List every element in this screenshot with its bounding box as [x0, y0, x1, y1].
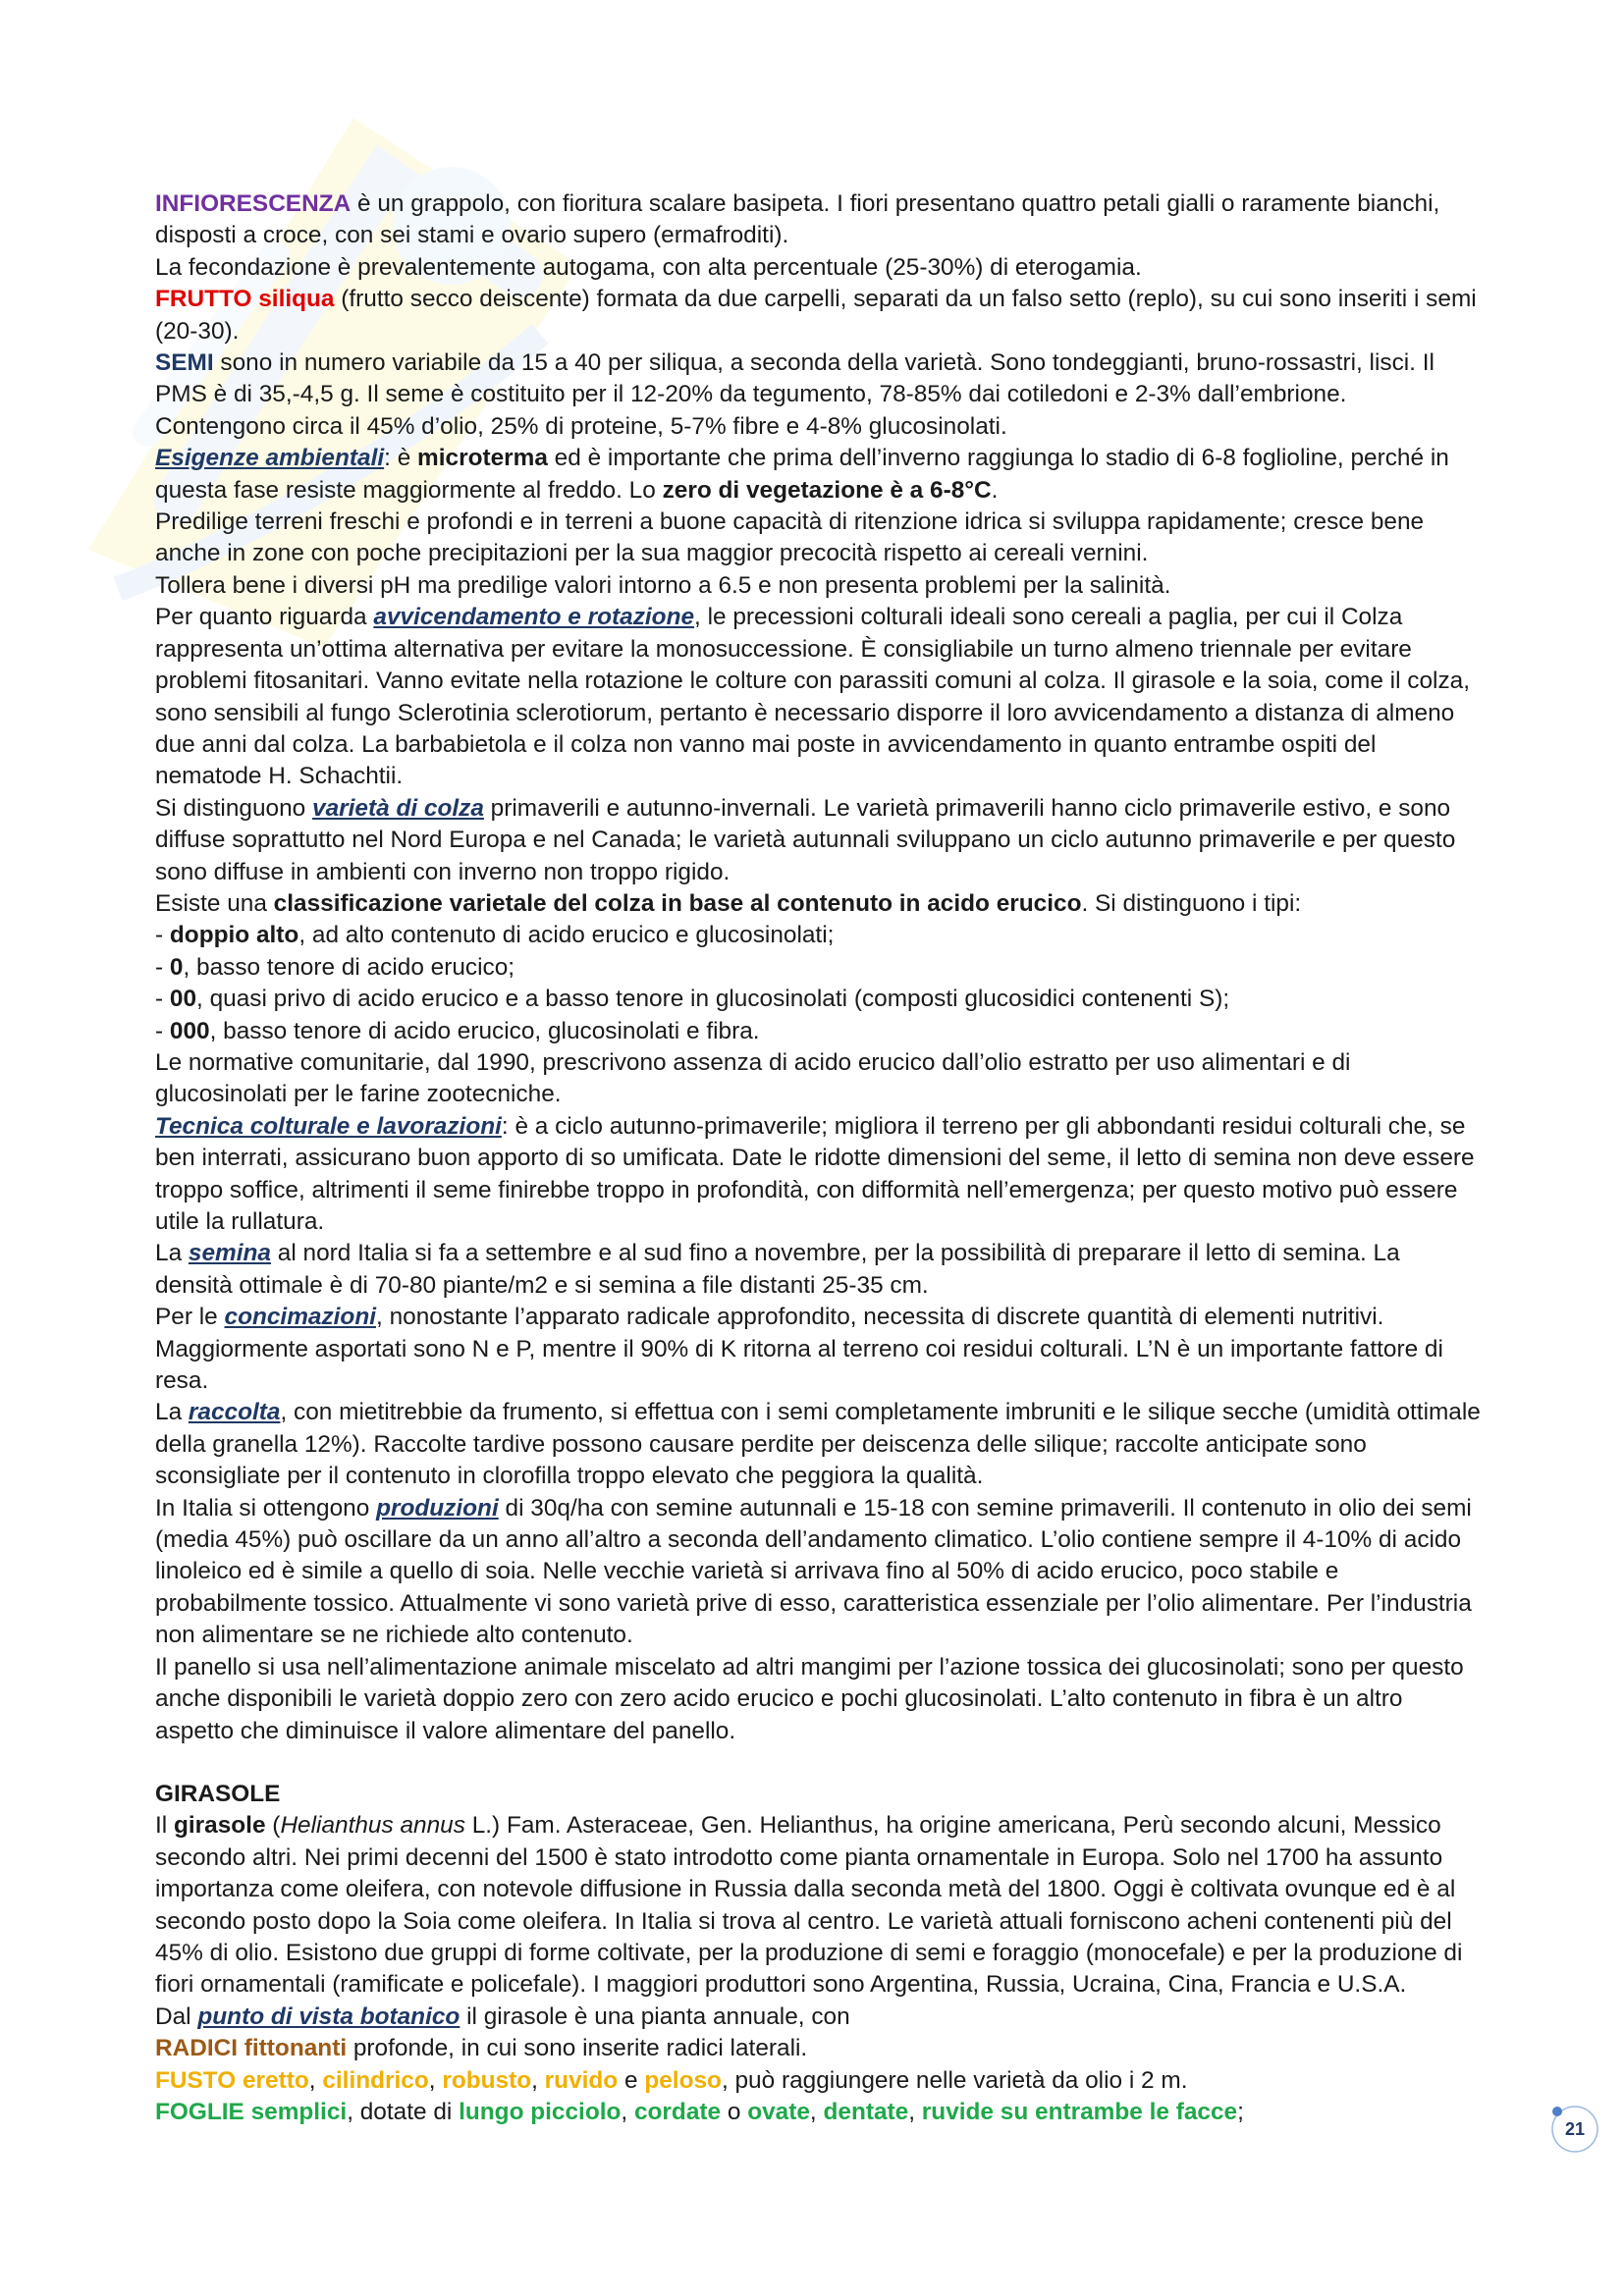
document-body: [155, 188, 1481, 2128]
paragraph-girasole: Il girasole (Helianthus annus L.) Fam. Asteraceae, Gen. Helianthus, ha origine americana, Perù secondo alcuni, Messico secondo altri. Nei primi decenni del 1500 è stato introdotto come pianta ornamentale in Europa. Solo nel 1700 ha assunto importanza come oleifera, con notevole diffusione in Russia dalla seconda metà del 1800. Oggi è coltivata ovunque ed è al secondo posto dopo la Soia come oleifera. In Italia si trova al centro. Le varietà attuali forniscono acheni contenenti più del 45% di olio. Esistono due gruppi di forme coltivate, per la produzione di semi e foraggio (monocefale) e per la produzione di fiori ornamentali (ramificate e policefale). I maggiori produttori sono Argentina, Russia, Ucraina, Cina, Francia e U.S.A.: [155, 1812, 1463, 1999]
term-radici: RADICI fittonanti: [155, 2035, 348, 2062]
paragraph-tecnica: Tecnica colturale e lavorazioni: è a ciclo autunno-primaverile; migliora il terreno per gli abbondanti residui colturali che, se ben interrati, assicurano buon apporto di so umificata. Date le ridotte dimensioni del seme, il letto di semina non deve essere troppo soffice, altrimenti il seme finirebbe troppo in profondità, con difformità nell’emergenza; per questo motivo può essere utile la rullatura.: [155, 1112, 1475, 1235]
paragraph-esigenze: Esigenze ambientali: è microterma ed è importante che prima dell’inverno raggiunga lo stadio di 6-8 foglioline, perché in questa fase resiste maggiormente al freddo. Lo zero di vegetazione è a 6-8°C.: [155, 445, 1449, 504]
term-botanico: punto di vista botanico: [197, 2002, 460, 2030]
paragraph-semi: SEMI sono in numero variabile da 15 a 40 per siliqua, a seconda della varietà. Sono tondeggianti, bruno-rossastri, lisci. Il PMS è di 35,-4,5 g. Il seme è costituito per il 12-20% da tegumento, 78-85% dai cotiledoni e 2-3% dall’embrione. Contengono circa il 45% d’olio, 25% di proteine, 5-7% fibre e 4-8% glucosinolati.: [155, 349, 1435, 440]
list-item: - doppio alto, ad alto contenuto di acido erucico e glucosinolati;: [155, 922, 835, 949]
term-produzioni: produzioni: [376, 1494, 499, 1522]
paragraph-frutto: FRUTTO siliqua (frutto secco deiscente) formata da due carpelli, separati da un falso setto (replo), su cui sono inseriti i semi (20-30).: [155, 286, 1477, 345]
paragraph-concimazioni: Per le concimazioni, nonostante l’apparato radicale approfondito, necessita di discrete quantità di elementi nutritivi. Maggiormente asportati sono N e P, mentre il 90% di K ritorna al terreno coi residui colturali. L’N è un importante fattore di resa.: [155, 1304, 1443, 1395]
paragraph-fusto: FUSTO eretto, cilindrico, robusto, ruvido e peloso, può raggiungere nelle varietà da olio i 2 m.: [155, 2066, 1188, 2094]
paragraph-infiorescenza: INFIORESCENZA è un grappolo, con fioritura scalare basipeta. I fiori presentano quattro petali gialli o raramente bianchi, disposti a croce, con sei stami e ovario supero (ermafroditi).: [155, 190, 1440, 249]
paragraph-ph: Tollera bene i diversi pH ma predilige valori intorno a 6.5 e non presenta problemi per la salinità.: [155, 571, 1171, 599]
paragraph-panello: Il panello si usa nell’alimentazione animale miscelato ad altri mangimi per l’azione tossica dei glucosinolati; sono per questo anche disponibili le varietà doppio zero con zero acido erucico e pochi glucosinolati. L’alto contenuto in fibra è un altro aspetto che diminuisce il valore alimentare del panello.: [155, 1653, 1464, 1744]
paragraph-foglie: FOGLIE semplici, dotate di lungo picciolo, cordate o ovate, dentate, ruvide su entrambe le facce;: [155, 2098, 1244, 2125]
paragraph-terreni: Predilige terreni freschi e profondi e in terreni a buone capacità di ritenzione idrica si sviluppa rapidamente; cresce bene anche in zone con poche precipitazioni per la sua maggior precocità rispetto ai cereali vernini.: [155, 508, 1425, 567]
paragraph-produzioni: In Italia si ottengono produzioni di 30q/ha con semine autunnali e 15-18 con semine primaverili. Il contenuto in olio dei semi (media 45%) può oscillare da un anno all’altro a seconda dell’andamento climatico. L’olio contiene sempre il 4-10% di acido linoleico ed è simile a quello di soia. Nelle vecchie varietà si arrivava fino al 50% di acido erucico, poco stabile e probabilmente tossico. Attualmente vi sono varietà prive di esso, caratteristica essenziale per l’olio alimentare. Per l’industria non alimentare se ne richiede alto contenuto.: [155, 1494, 1472, 1649]
term-semi: SEMI: [155, 349, 214, 377]
term-infiorescenza: INFIORESCENZA: [155, 190, 352, 217]
paragraph-fecondazione: La fecondazione è prevalentemente autogama, con alta percentuale (25-30%) di eterogamia.: [155, 253, 1142, 281]
term-frutto: FRUTTO siliqua: [155, 286, 335, 313]
section-spacer: [155, 1747, 1481, 1779]
section-title: GIRASOLE: [155, 1780, 281, 1807]
term-tecnica: Tecnica colturale e lavorazioni: [155, 1112, 502, 1140]
paragraph-botanico: Dal punto di vista botanico il girasole è una pianta annuale, con: [155, 2002, 850, 2030]
paragraph-classificazione: Esiste una classificazione varietale del colza in base al contenuto in acido erucico. Si distinguono i tipi:: [155, 889, 1302, 917]
paragraph-radici: RADICI fittonanti profonde, in cui sono inserite radici laterali.: [155, 2035, 808, 2062]
paragraph-raccolta: La raccolta, con mietitrebbie da frumento, si effettua con i semi completamente imbruniti e le silique secche (umidità ottimale della granella 12%). Raccolte tardive possono causare perdite per deiscenza delle silique; raccolte anticipate sono sconsigliate per il contenuto in clorofilla troppo elevato che peggiora la qualità.: [155, 1399, 1481, 1490]
list-item: - 00, quasi privo di acido erucico e a basso tenore in glucosinolati (composti glucosidici contenenti S);: [155, 986, 1230, 1013]
term-raccolta: raccolta: [188, 1399, 281, 1426]
term-avvicendamento: avvicendamento e rotazione: [373, 604, 695, 631]
page-number: 21: [1564, 2119, 1586, 2139]
term-concimazioni: concimazioni: [224, 1304, 377, 1331]
term-esigenze: Esigenze ambientali: [155, 445, 385, 472]
list-item: - 0, basso tenore di acido erucico;: [155, 953, 515, 981]
paragraph-normative: Le normative comunitarie, dal 1990, prescrivono assenza di acido erucico dall’olio estratto per uso alimentari e di glucosinolati per le farine zootecniche.: [155, 1048, 1351, 1108]
term-semina: semina: [188, 1240, 271, 1267]
term-varieta: varietà di colza: [312, 794, 484, 822]
list-item: - 000, basso tenore di acido erucico, glucosinolati e fibra.: [155, 1017, 760, 1044]
paragraph-avvicendamento: Per quanto riguarda avvicendamento e rotazione, le precessioni colturali ideali sono cereali a paglia, per cui il Colza rappresenta un’ottima alternativa per evitare la monosuccessione. È consigliabile un turno almeno triennale per evitare problemi fitosanitari. Vanno evitate nella rotazione le colture con parassiti comuni al colza. Il girasole e la soia, come il colza, sono sensibili al fungo Sclerotinia sclerotiorum, pertanto è necessario disporre il loro avvicendamento a distanza di almeno due anni dal colza. La barbabietola e il colza non vanno mai poste in avvicendamento in quanto entrambe ospiti del nematode H. Schachtii.: [155, 604, 1470, 790]
paragraph-semina: La semina al nord Italia si fa a settembre e al sud fino a novembre, per la possibilità di preparare il letto di semina. La densità ottimale è di 70-80 piante/m2 e si semina a file distanti 25-35 cm.: [155, 1240, 1400, 1299]
paragraph-varieta: Si distinguono varietà di colza primaverili e autunno-invernali. Le varietà primaverili hanno ciclo primaverile estivo, e sono diffuse soprattutto nel Nord Europa e nel Canada; le varietà autunnali sviluppano un ciclo autunno primaverile e per questo sono diffuse in ambienti con inverno non troppo rigido.: [155, 794, 1456, 885]
